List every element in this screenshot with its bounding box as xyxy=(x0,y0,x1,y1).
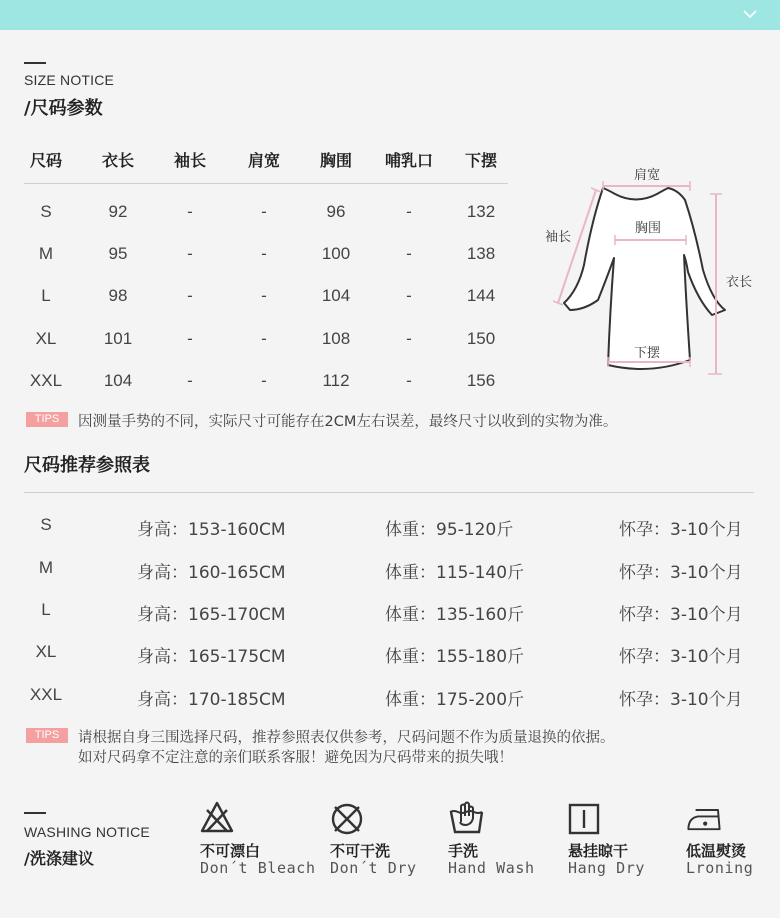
no-bleach-icon xyxy=(200,800,240,836)
table-cell: 95 xyxy=(108,244,128,263)
shoulder-label: 肩宽 xyxy=(633,168,661,183)
top-banner xyxy=(0,0,780,30)
chest-label: 胸围 xyxy=(634,221,662,236)
heading-dash xyxy=(24,62,46,64)
table-cell: 144 xyxy=(466,286,496,305)
tips-badge: TIPS xyxy=(26,412,68,427)
washing-label-en: Hang Dry xyxy=(568,859,646,877)
table-cell: 104 xyxy=(321,286,351,305)
washing-label-en: Hand Wash xyxy=(448,859,535,877)
table-cell: 156 xyxy=(466,371,496,390)
table-cell: - xyxy=(406,286,412,305)
recommend-height: 身高：153-160CM xyxy=(137,520,286,540)
washing-item-hand-wash xyxy=(448,800,535,877)
table-cell: - xyxy=(187,329,193,348)
table-cell: 101 xyxy=(103,329,133,348)
recommend-weight: 体重：135-160斤 xyxy=(385,605,525,625)
tips-text-line2: 如对尺码拿不定注意的亲们联系客服！避免因为尺码带来的损失哦！ xyxy=(78,750,513,766)
recommend-size: M xyxy=(38,558,54,577)
washing-label-en: Lroning xyxy=(686,859,754,877)
hang-dry-icon xyxy=(568,800,608,836)
recommend-pregnancy: 怀孕：3-10个月 xyxy=(619,605,743,625)
table-cell: 112 xyxy=(322,371,350,390)
table-cell: - xyxy=(406,244,412,263)
table-cell: - xyxy=(261,244,267,263)
washing-advice-title: /洗涤建议 xyxy=(24,849,94,868)
washing-item-no-dry-clean xyxy=(330,800,417,877)
table-cell: - xyxy=(187,244,193,263)
table-cell: 92 xyxy=(108,202,128,221)
table-cell: XXL xyxy=(29,371,63,390)
table-cell: - xyxy=(406,371,412,390)
table-cell: - xyxy=(261,286,267,305)
table-cell: - xyxy=(187,202,193,221)
table-cell: - xyxy=(187,286,193,305)
table-cell: - xyxy=(187,371,193,390)
table-cell: 150 xyxy=(466,329,496,348)
table-cell: 108 xyxy=(321,329,351,348)
table-cell: 138 xyxy=(466,244,496,263)
table-header: 下摆 xyxy=(464,151,497,170)
table-cell: - xyxy=(261,371,267,390)
table-cell: - xyxy=(261,329,267,348)
recommend-size: S xyxy=(40,515,52,534)
recommend-height: 身高：160-165CM xyxy=(137,563,286,583)
washing-notice-title: WASHING NOTICE xyxy=(24,824,150,840)
table-cell: - xyxy=(406,202,412,221)
recommend-height: 身高：170-185CM xyxy=(137,690,286,710)
table-cell: 96 xyxy=(326,202,346,221)
recommend-weight: 体重：155-180斤 xyxy=(385,647,525,667)
recommend-height: 身高：165-175CM xyxy=(137,647,286,667)
table-cell: XL xyxy=(35,329,57,348)
table-header: 袖长 xyxy=(173,151,206,170)
washing-item-low-iron xyxy=(686,800,754,877)
recommend-title: 尺码推荐参照表 xyxy=(24,455,150,476)
washing-label-cn: 悬挂晾干 xyxy=(568,842,629,860)
table-cell: - xyxy=(261,202,267,221)
washing-label-en: Don´t Bleach xyxy=(200,859,316,877)
recommend-size: XXL xyxy=(29,685,63,704)
tips-text-line1: 请根据自身三围选择尺码，推荐参照表仅供参考，尺码问题不作为质量退换的依据。 xyxy=(78,730,615,746)
hand-wash-icon xyxy=(448,800,488,836)
tips-text: 因测量手势的不同，实际尺寸可能存在2CM左右误差，最终尺寸以收到的实物为准。 xyxy=(78,414,618,430)
washing-item-no-bleach xyxy=(200,800,316,877)
recommend-size: XL xyxy=(35,642,57,661)
recommend-pregnancy: 怀孕：3-10个月 xyxy=(619,520,743,540)
table-cell: M xyxy=(38,244,54,263)
table-cell: 132 xyxy=(466,202,496,221)
washing-item-hang-dry xyxy=(568,800,646,877)
low-iron-icon xyxy=(686,800,726,836)
table-cell: L xyxy=(41,286,51,305)
recommend-pregnancy: 怀孕：3-10个月 xyxy=(619,563,743,583)
table-cell: 100 xyxy=(321,244,351,263)
washing-label-cn: 不可漂白 xyxy=(200,842,261,860)
recommend-size: L xyxy=(41,600,51,619)
washing-label-cn: 低温熨烫 xyxy=(686,842,747,860)
table-header: 胸围 xyxy=(319,151,352,170)
hem-label: 下摆 xyxy=(633,346,661,361)
table-cell: S xyxy=(40,202,52,221)
size-notice-title: SIZE NOTICE xyxy=(24,72,115,88)
table-header: 尺码 xyxy=(29,151,62,170)
sleeve-label: 袖长 xyxy=(544,230,572,245)
table-header: 哺乳口 xyxy=(384,151,433,170)
recommend-height: 身高：165-170CM xyxy=(137,605,286,625)
no-dry-clean-icon xyxy=(330,800,370,836)
table-header: 衣长 xyxy=(101,151,134,170)
table-cell: 98 xyxy=(108,286,128,305)
table-divider xyxy=(24,183,508,184)
washing-label-cn: 不可干洗 xyxy=(330,842,391,860)
recommend-divider xyxy=(24,492,754,493)
recommend-weight: 体重：115-140斤 xyxy=(385,563,525,583)
table-cell: 104 xyxy=(103,371,133,390)
garment-measurement-diagram xyxy=(540,160,770,385)
recommend-pregnancy: 怀孕：3-10个月 xyxy=(619,690,743,710)
recommend-weight: 体重：175-200斤 xyxy=(385,690,525,710)
tips-badge: TIPS xyxy=(26,728,68,743)
washing-label-cn: 手洗 xyxy=(448,842,479,860)
table-header: 肩宽 xyxy=(247,151,280,170)
chevron-down-icon[interactable] xyxy=(742,6,758,22)
length-label: 衣长 xyxy=(725,275,753,290)
heading-dash xyxy=(24,812,46,814)
washing-label-en: Don´t Dry xyxy=(330,859,417,877)
recommend-weight: 体重：95-120斤 xyxy=(385,520,514,540)
recommend-pregnancy: 怀孕：3-10个月 xyxy=(619,647,743,667)
size-params-title: /尺码参数 xyxy=(24,98,103,119)
table-cell: - xyxy=(406,329,412,348)
